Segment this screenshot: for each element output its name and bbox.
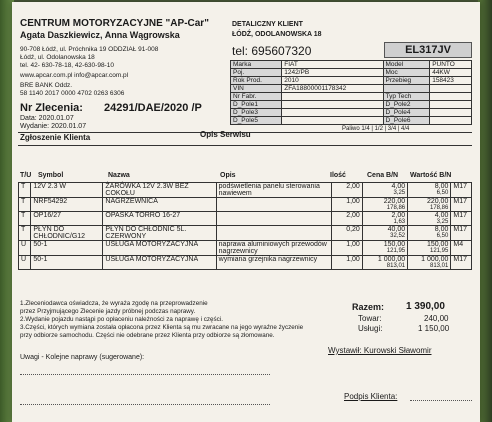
item-desc-text: naprawa aluminiowych przewodów nagrzewnicy — [218, 241, 327, 255]
item-symbol — [31, 241, 103, 256]
vehicle-cell-k: Nr Fabr. — [231, 93, 282, 101]
vehicle-cell-v2 — [430, 101, 472, 109]
vehicle-cell-v2 — [430, 93, 472, 101]
item-price2-text: 1,63 — [393, 219, 406, 225]
item-symbol — [31, 226, 103, 241]
company-name: CENTRUM MOTORYZACYJNE "AP-Car" — [20, 18, 209, 29]
vehicle-row — [231, 77, 472, 85]
vehicle-cell-k: Poj. — [231, 69, 282, 77]
vehicle-cell-v: FIAT — [282, 61, 383, 69]
item-qty-text: 1,00 — [346, 241, 360, 248]
item-tu — [19, 256, 31, 270]
vehicle-cell-v: 1242/PB — [282, 69, 383, 77]
col-name: Nazwa — [108, 172, 130, 179]
company-owners: Agata Daszkiewicz, Anna Wągrowska — [20, 30, 180, 40]
item-price — [362, 226, 407, 241]
item-symbol-text: NRF54292 — [33, 198, 68, 205]
services-label: Usługi: — [358, 324, 383, 333]
vehicle-cell-k2: Model — [383, 61, 430, 69]
item-tu — [19, 198, 31, 212]
vehicle-cell-v2: 44KW — [430, 69, 472, 77]
license-plate: EL317JV — [384, 42, 472, 58]
item-value — [408, 241, 451, 256]
item-tu — [19, 241, 31, 256]
remarks-line — [20, 374, 270, 375]
item-name — [103, 226, 216, 241]
item-price2-text: 813,01 — [386, 263, 406, 269]
item-value-text: 220,00 — [426, 198, 449, 205]
item-value-text: 8,00 — [434, 183, 449, 190]
goods-value: 240,00 — [424, 314, 449, 323]
table-row — [19, 226, 472, 241]
item-desc-text: wymiana grzejnika nagrzewnicy — [218, 256, 318, 263]
item-qty-text: 1,00 — [346, 256, 360, 263]
col-quantity: Ilość — [330, 172, 346, 179]
item-qty — [331, 212, 362, 226]
item-qty — [331, 183, 362, 198]
item-value2-text: 6,50 — [436, 190, 449, 196]
table-row — [19, 241, 472, 256]
item-vat-text: M17 — [453, 183, 467, 190]
order-date: Data: 2020.01.07 — [20, 115, 74, 122]
item-price — [362, 212, 407, 226]
items-table — [18, 182, 472, 270]
item-symbol — [31, 183, 103, 198]
table-row — [19, 198, 472, 212]
item-desc — [216, 226, 331, 241]
col-description: Opis — [220, 172, 236, 179]
item-qty — [331, 256, 362, 270]
item-vat — [451, 183, 472, 198]
item-desc — [216, 256, 331, 270]
col-price: Cena B/N — [367, 172, 399, 179]
item-value2-text: 3,25 — [436, 219, 449, 225]
item-value2-text: 813,01 — [430, 263, 449, 269]
note-1b: przez Przyjmującego Zlecenie jazdy próbnej podczas naprawy. — [20, 308, 196, 315]
vehicle-row — [231, 109, 472, 117]
note-2: 2.Wydanie pojazdu nastąpi po opłaceniu należności za naprawę i części. — [20, 316, 223, 323]
col-value: Wartość B/N — [410, 172, 452, 179]
company-address-1: 90-708 Łódź, ul. Próchnika 19 ODDZIAŁ 91-008 — [20, 46, 159, 53]
vehicle-cell-v: 2010 — [282, 77, 383, 85]
item-value — [408, 226, 451, 241]
item-vat-text: M17 — [453, 256, 467, 263]
vehicle-cell-k2: D_Pole6 — [383, 117, 430, 125]
background-right — [478, 0, 492, 422]
order-issue-date: Wydanie: 2020.01.07 — [20, 123, 87, 130]
vehicle-cell-k2: D_Pole4 — [383, 109, 430, 117]
item-symbol — [31, 198, 103, 212]
item-qty-text: 1,00 — [346, 198, 360, 205]
item-name — [103, 183, 216, 198]
client-address: ŁÓDŹ, ODOLANOWSKA 18 — [232, 31, 322, 38]
item-symbol-text: 50-1 — [33, 241, 48, 248]
item-value-text: 4,00 — [434, 212, 449, 219]
item-price-text: 150,00 — [383, 241, 406, 248]
item-vat-text: M17 — [453, 198, 467, 205]
vehicle-cell-v — [282, 109, 383, 117]
item-name-text: NAGRZEWNICA — [105, 198, 158, 205]
vehicle-cell-k: D_Pole5 — [231, 117, 282, 125]
item-symbol-text: 12V 2.3 W — [33, 183, 67, 190]
item-qty — [331, 241, 362, 256]
item-price — [362, 256, 407, 270]
item-tu — [19, 212, 31, 226]
item-qty-text: 0,20 — [346, 226, 360, 233]
item-name-text: PŁYN DO CHŁODNIC 5L. CZERWONY — [105, 226, 187, 240]
item-vat — [451, 241, 472, 256]
vehicle-cell-v2: 158423 — [430, 77, 472, 85]
note-1: 1.Zleceniodawca oświadcza, że wyraża zgodę na przeprowadzenie — [20, 300, 208, 307]
item-name — [103, 212, 216, 226]
item-tu-text: T — [21, 198, 26, 205]
item-symbol — [31, 212, 103, 226]
item-tu — [19, 226, 31, 241]
vehicle-cell-v — [282, 101, 383, 109]
note-3b: przy odbiorze samochodu. Części nie odebrane przez Klienta przy odbiorze są złomowane. — [20, 332, 275, 339]
col-tu: T/U — [20, 172, 32, 179]
item-price-text: 4,00 — [391, 183, 406, 190]
vehicle-cell-k2: D_Pole2 — [383, 101, 430, 109]
service-description-label: Opis Serwisu — [200, 130, 251, 139]
vehicle-row — [231, 61, 472, 69]
remarks-line-2 — [20, 404, 270, 405]
item-value — [408, 256, 451, 270]
item-value2-text: 6,50 — [436, 233, 449, 239]
total-value: 1 390,00 — [406, 301, 445, 312]
item-tu-text: T — [21, 183, 26, 190]
company-bank: BRE BANK Oddz. — [20, 82, 73, 89]
vehicle-cell-k: VIN — [231, 85, 282, 93]
vehicle-row — [231, 93, 472, 101]
item-vat — [451, 212, 472, 226]
item-desc-text: podświetlenia panelu sterowania nawiewem — [218, 183, 320, 197]
item-value-text: 8,00 — [434, 226, 449, 233]
vehicle-cell-k: D_Pole3 — [231, 109, 282, 117]
vehicle-cell-k: Marka — [231, 61, 282, 69]
item-price2-text: 32,52 — [390, 233, 406, 239]
item-vat — [451, 198, 472, 212]
item-vat-text: M4 — [453, 241, 464, 248]
company-address-2: Łódź, ul. Odolanowska 18 — [20, 54, 95, 61]
item-value-text: 1 000,00 — [421, 256, 449, 263]
total-label: Razem: — [352, 302, 385, 312]
vehicle-table — [230, 60, 472, 125]
vehicle-cell-k2: Typ Tech — [383, 93, 430, 101]
signature-line — [410, 400, 472, 401]
vehicle-cell-v: ZFA18800001178342 — [282, 85, 383, 93]
item-desc — [216, 212, 331, 226]
item-value-text: 150,00 — [426, 241, 449, 248]
item-desc — [216, 241, 331, 256]
company-phone: tel. 42- 630-78-18, 42-630-98-10 — [20, 62, 114, 69]
item-qty — [331, 198, 362, 212]
vehicle-cell-v — [282, 117, 383, 125]
vehicle-cell-k2 — [383, 85, 430, 93]
item-vat — [451, 256, 472, 270]
col-symbol: Symbol — [38, 172, 64, 179]
item-price — [362, 241, 407, 256]
table-row — [19, 183, 472, 198]
work-order-document — [12, 2, 480, 422]
vehicle-row — [231, 117, 472, 125]
vehicle-cell-v2 — [430, 109, 472, 117]
item-vat-text: M17 — [453, 226, 467, 233]
vehicle-cell-v2 — [430, 85, 472, 93]
vehicle-row — [231, 69, 472, 77]
item-tu — [19, 183, 31, 198]
item-value2-text: 178,86 — [430, 205, 449, 211]
client-signature-label: Podpis Klienta: — [344, 392, 398, 401]
vehicle-cell-k2: Przebieg — [383, 77, 430, 85]
item-symbol-text: 50-1 — [33, 256, 48, 263]
item-price-text: 40,00 — [387, 226, 406, 233]
company-account: 58 1140 2017 0000 4702 0263 6306 — [20, 90, 125, 97]
item-qty — [331, 226, 362, 241]
item-name-text: OPASKA TORRO 16-27 — [105, 212, 181, 219]
item-name — [103, 241, 216, 256]
item-price-text: 2,00 — [391, 212, 406, 219]
item-symbol-text: OP16/27 — [33, 212, 61, 219]
services-value: 1 150,00 — [418, 324, 450, 333]
item-name — [103, 198, 216, 212]
fuel-level: Paliwo 1/4 | 1/2 | 3/4 | 4/4 — [342, 126, 410, 132]
note-3: 3.Części, których wymiana została opłacona przez Klienta są mu zwracane na jego wyraźne życzenie — [20, 324, 304, 331]
item-symbol-text: PŁYN DO CHŁODNIC/G12 — [33, 226, 86, 240]
item-value — [408, 212, 451, 226]
remarks-label: Uwagi - Kolejne naprawy (sugerowane): — [20, 354, 145, 361]
vehicle-cell-k: Rok Prod. — [231, 77, 282, 85]
item-value — [408, 183, 451, 198]
item-price — [362, 198, 407, 212]
item-price-text: 220,00 — [383, 198, 406, 205]
company-web: www.apcar.com.pl info@apcar.com.pl — [20, 72, 129, 79]
item-desc — [216, 183, 331, 198]
vehicle-cell-v2: PUNTO — [430, 61, 472, 69]
item-value2-text: 121,95 — [430, 248, 449, 254]
item-tu-text: U — [21, 241, 27, 248]
item-tu-text: U — [21, 256, 27, 263]
vehicle-row — [231, 101, 472, 109]
item-price-text: 1 000,00 — [377, 256, 406, 263]
client-report-label: Zgłoszenie Klienta — [20, 133, 91, 142]
vehicle-cell-v2 — [430, 117, 472, 125]
issued-by: Wystawił: Kurowski Sławomir — [328, 346, 432, 355]
item-name-text: ŻARÓWKA 12V 2.3W BEZ COKOŁU — [105, 183, 189, 197]
vehicle-row — [231, 85, 472, 93]
goods-label: Towar: — [358, 314, 382, 323]
item-price2-text: 3,25 — [393, 190, 406, 196]
vehicle-cell-k: D_Pole1 — [231, 101, 282, 109]
client-title: DETALICZNY KLIENT — [232, 21, 303, 28]
item-price — [362, 183, 407, 198]
table-row — [19, 256, 472, 270]
item-price2-text: 121,95 — [386, 248, 406, 254]
vehicle-cell-v — [282, 93, 383, 101]
item-value — [408, 198, 451, 212]
item-qty-text: 2,00 — [346, 212, 360, 219]
item-tu-text: T — [21, 212, 26, 219]
client-phone: tel: 695607320 — [232, 44, 312, 58]
item-symbol — [31, 256, 103, 270]
order-label: Nr Zlecenia: — [20, 102, 83, 114]
item-name-text: USŁUGA MOTORYZACYJNA — [105, 256, 199, 263]
table-row — [19, 212, 472, 226]
item-tu-text: T — [21, 226, 26, 233]
item-price2-text: 178,86 — [386, 205, 406, 211]
item-vat-text: M17 — [453, 212, 467, 219]
vehicle-cell-k2: Moc — [383, 69, 430, 77]
item-name-text: USŁUGA MOTORYZACYJNA — [105, 241, 199, 248]
item-desc — [216, 198, 331, 212]
item-name — [103, 256, 216, 270]
order-number: 24291/DAE/2020 /P — [104, 102, 202, 114]
item-qty-text: 2,00 — [346, 183, 360, 190]
item-vat — [451, 226, 472, 241]
